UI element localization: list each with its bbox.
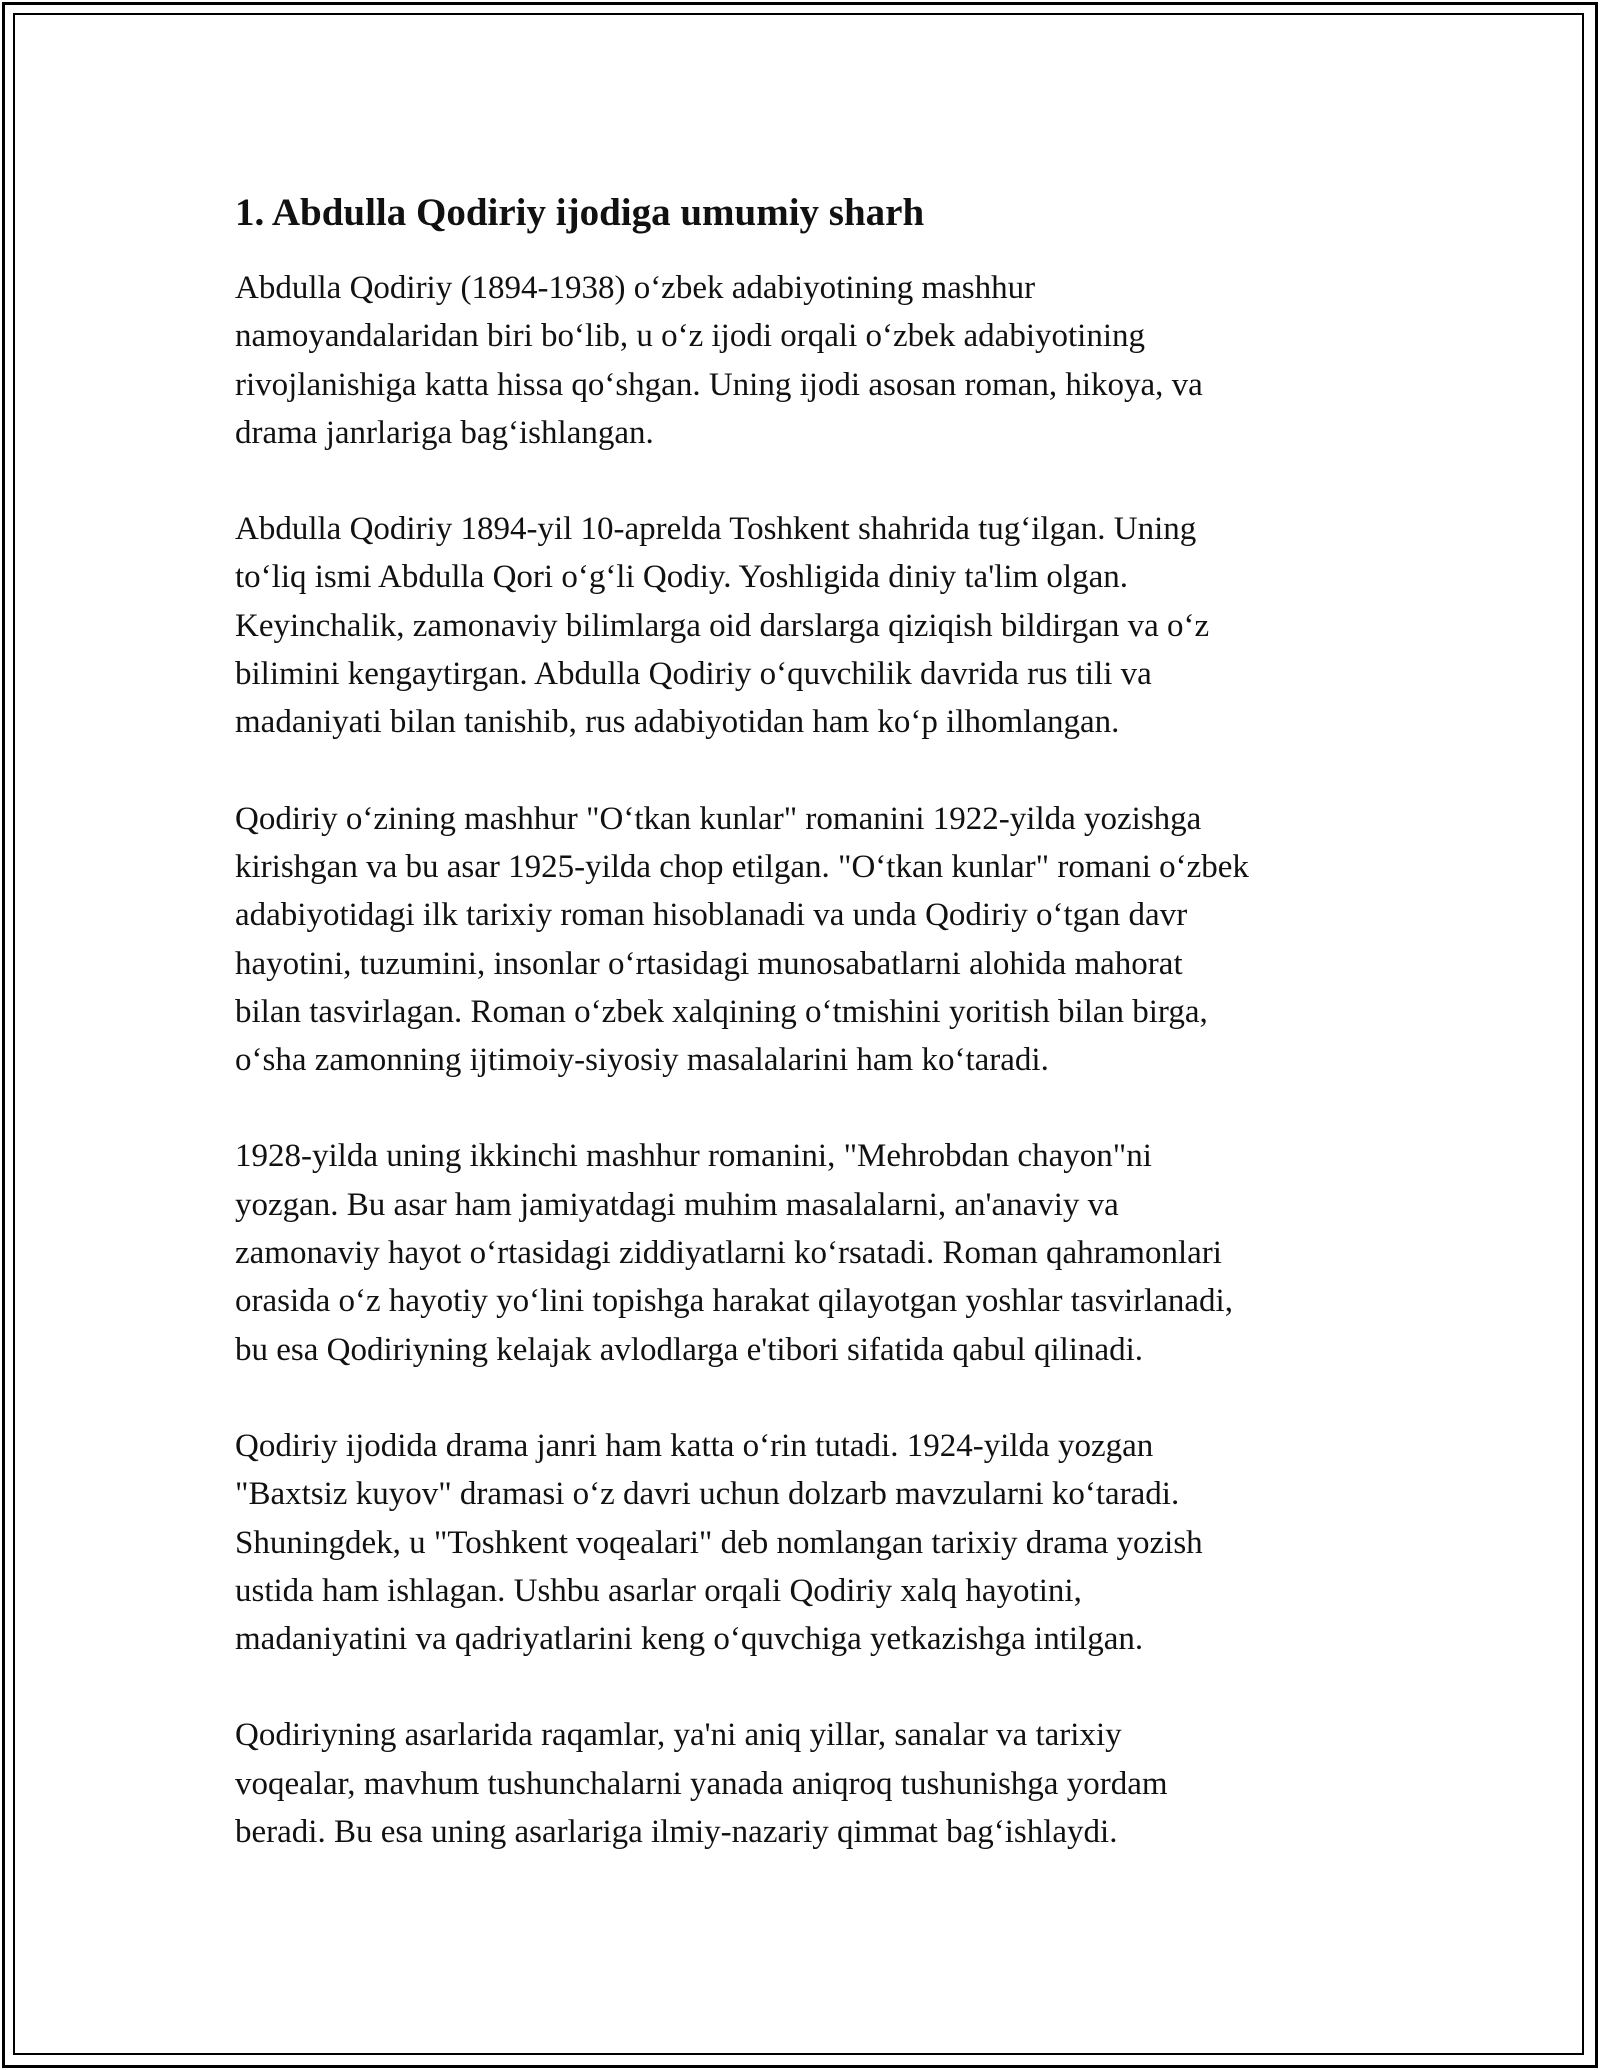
text-line: voqealar, mavhum tushunchalarni yanada aniqroq tushunishga yordam bbox=[235, 1765, 1168, 1802]
text-line: zamonaviy hayot o‘rtasidagi ziddiyatlarni ko‘rsatadi. Roman qahramonlari bbox=[235, 1235, 1222, 1272]
text-line: adabiyotidagi ilk tarixiy roman hisoblanadi va unda Qodiriy o‘tgan davr bbox=[235, 897, 1188, 934]
text-line: yozgan. Bu asar ham jamiyatdagi muhim masalalarni, an'anaviy va bbox=[235, 1186, 1119, 1223]
text-line: 1928-yilda uning ikkinchi mashhur romanini, "Mehrobdan chayon"ni bbox=[235, 1138, 1152, 1175]
text-line: Qodiriy o‘zining mashhur "O‘tkan kunlar" romanini 1922-yilda yozishga bbox=[235, 800, 1202, 837]
text-line: to‘liq ismi Abdulla Qori o‘g‘li Qodiy. Yoshligida diniy ta'lim olgan. bbox=[235, 559, 1128, 596]
page-title: 1. Abdulla Qodiriy ijodiga umumiy sharh bbox=[235, 191, 925, 234]
text-line: rivojlanishiga katta hissa qo‘shgan. Uning ijodi asosan roman, hikoya, va bbox=[235, 366, 1203, 403]
text-line: bilan tasvirlagan. Roman o‘zbek xalqining o‘tmishini yoritish bilan birga, bbox=[235, 993, 1208, 1030]
text-line: orasida o‘z hayotiy yo‘lini topishga harakat qilayotgan yoshlar tasvirlanadi, bbox=[235, 1283, 1233, 1320]
text-line: bu esa Qodiriyning kelajak avlodlarga e'tibori sifatida qabul qilinadi. bbox=[235, 1331, 1144, 1368]
text-line: Shuningdek, u "Toshkent voqealari" deb nomlangan tarixiy drama yozish bbox=[235, 1524, 1203, 1561]
text-line: drama janrlariga bag‘ishlangan. bbox=[235, 414, 654, 451]
text-line: ustida ham ishlagan. Ushbu asarlar orqali Qodiriy xalq hayotini, bbox=[235, 1572, 1082, 1609]
paragraph-drama bbox=[235, 1422, 1385, 1663]
paragraph-biography bbox=[235, 505, 1385, 746]
text-line: Qodiriyning asarlarida raqamlar, ya'ni aniq yillar, sanalar va tarixiy bbox=[235, 1717, 1122, 1754]
text-line: beradi. Bu esa uning asarlariga ilmiy-nazariy qimmat bag‘ishlaydi. bbox=[235, 1814, 1118, 1851]
text-line: Abdulla Qodiriy 1894-yil 10-aprelda Toshkent shahrida tug‘ilgan. Uning bbox=[235, 511, 1197, 548]
paragraph-mehrobdan-chayon bbox=[235, 1132, 1385, 1373]
text-line: hayotini, tuzumini, insonlar o‘rtasidagi munosabatlarni alohida mahorat bbox=[235, 945, 1183, 982]
text-line: bilimini kengaytirgan. Abdulla Qodiriy o‘quvchilik davrida rus tili va bbox=[235, 656, 1152, 693]
text-line: Abdulla Qodiriy (1894-1938) o‘zbek adabiyotining mashhur bbox=[235, 270, 1036, 306]
text-line: o‘sha zamonning ijtimoiy-siyosiy masalalarini ham ko‘taradi. bbox=[235, 1042, 1049, 1079]
text-line: namoyandalaridan biri bo‘lib, u o‘z ijodi orqali o‘zbek adabiyotining bbox=[235, 318, 1145, 355]
text-line: madaniyati bilan tanishib, rus adabiyotidan ham ko‘p ilhomlangan. bbox=[235, 704, 1120, 741]
paragraph-intro bbox=[235, 264, 1385, 457]
document-body bbox=[235, 188, 1385, 1904]
text-line: madaniyatini va qadriyatlarini keng o‘quvchiga yetkazishga intilgan. bbox=[235, 1621, 1144, 1658]
text-line: "Baxtsiz kuyov" dramasi o‘z davri uchun dolzarb mavzularni ko‘taradi. bbox=[235, 1476, 1180, 1513]
text-line: Keyinchalik, zamonaviy bilimlarga oid darslarga qiziqish bildirgan va o‘z bbox=[235, 607, 1210, 644]
text-line: Qodiriy ijodida drama janri ham katta o‘rin tutadi. 1924-yilda yozgan bbox=[235, 1427, 1154, 1464]
text-line: kirishgan va bu asar 1925-yilda chop etilgan. "O‘tkan kunlar" romani o‘zbek bbox=[235, 848, 1249, 885]
paragraph-conclusion bbox=[235, 1711, 1385, 1856]
paragraph-otkan-kunlar bbox=[235, 795, 1385, 1085]
